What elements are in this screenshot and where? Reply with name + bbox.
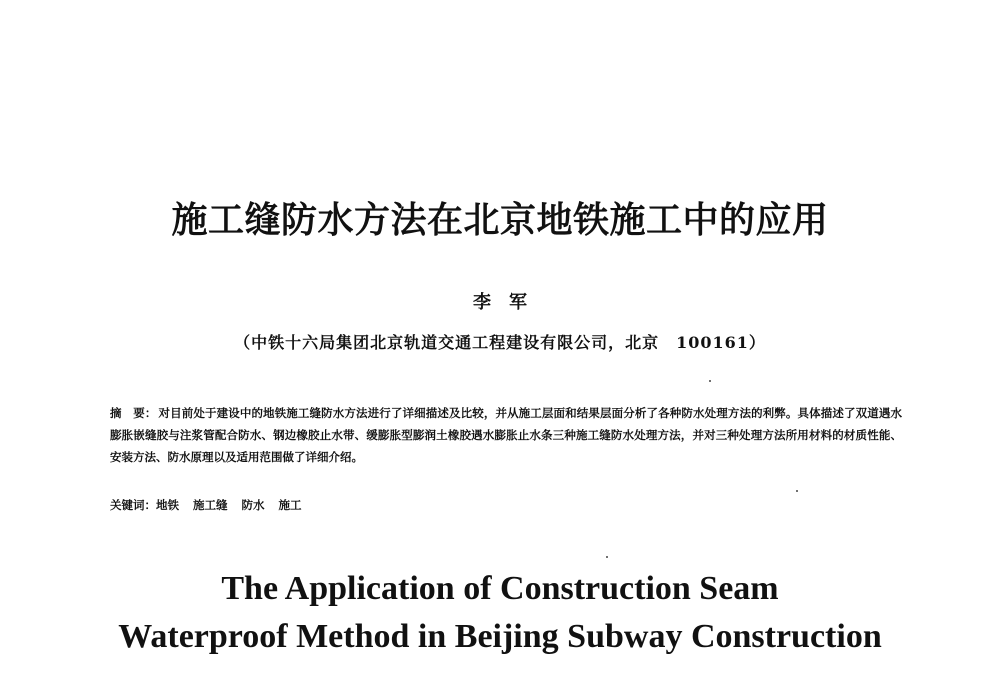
- abstract-text: 对目前处于建设中的地铁施工缝防水方法进行了详细描述及比较，并从施工层面和结果层面分析了各种防水处理方法的利弊。具体描述了双道遇水膨胀嵌缝胶与注浆管配合防水、钢边橡胶止水带、缓膨胀型膨润土橡胶遇水膨胀止水条三种施工缝防水处理方法，并对三种处理方法所用材料的材质性能、安装方法、防水原理以及适用范围做了详细介绍。: [110, 406, 902, 464]
- abstract-block: [110, 402, 902, 468]
- keyword-item: 施工: [278, 498, 302, 512]
- english-title: [0, 565, 1000, 661]
- scan-speck: [796, 490, 798, 492]
- english-title-line-1: The Application of Construction Seam: [221, 570, 779, 607]
- scan-speck: [606, 556, 608, 558]
- english-title-line-2: Waterproof Method in Beijing Subway Construction: [118, 618, 882, 655]
- chinese-title: 施工缝防水方法在北京地铁施工中的应用: [171, 199, 829, 241]
- keywords-line: [110, 497, 316, 513]
- scan-speck: [709, 380, 711, 382]
- keywords-label: 关键词：: [110, 498, 156, 512]
- keyword-item: 地铁: [156, 498, 179, 512]
- abstract-label: 摘 要：: [110, 406, 157, 420]
- author-name: 李 军: [473, 292, 527, 313]
- keyword-item: 防水: [241, 498, 265, 512]
- keyword-item: 施工缝: [193, 498, 228, 512]
- author-affiliation: （中铁十六局集团北京轨道交通工程建设有限公司，北京 100161）: [234, 333, 766, 352]
